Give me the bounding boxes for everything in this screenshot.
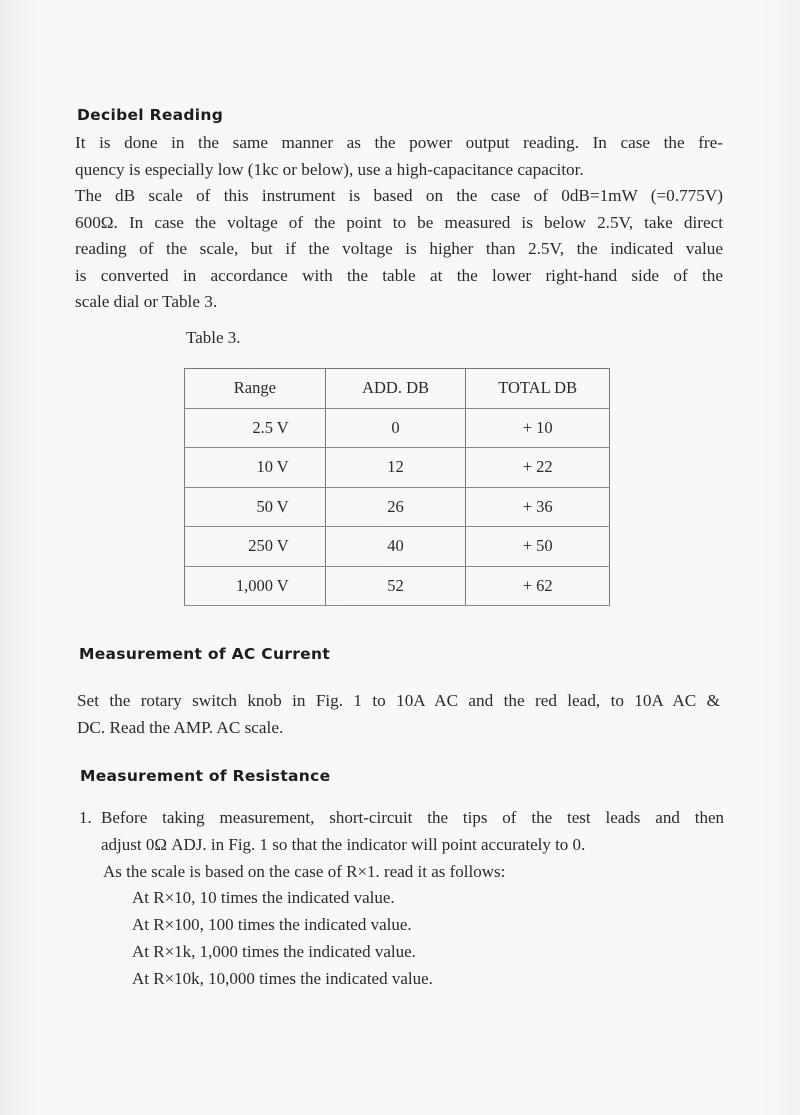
paragraph-line: scale dial or Table 3. [75,292,218,311]
cell-total-db: + 36 [466,487,610,527]
cell-range: 250 V [185,527,326,567]
table-row [185,408,610,448]
cell-total-db: + 22 [466,448,610,488]
cell-total-db: + 50 [466,527,610,567]
cell-range: 1,000 V [185,566,326,606]
list-item-line: As the scale is based on the case of R×1. read it as follows: [103,861,506,881]
cell-add-db: 0 [325,408,466,448]
list-item-line: Before taking measurement, short-circuit the tips of the test leads and then [101,808,724,827]
multiplier-line: At R×1k, 1,000 times the indicated value. [132,941,416,961]
header-total-db: TOTAL DB [466,369,610,409]
table-row [185,566,610,606]
cell-range: 2.5 V [185,408,326,448]
paragraph-line: is converted in accordance with the table at the lower right-hand side of the [75,265,723,285]
cell-total-db: + 10 [466,408,610,448]
ac-current-heading: Measurement of AC Current [79,645,331,663]
cell-add-db: 12 [325,448,466,488]
paragraph-line: It is done in the same manner as the power output reading. In case the fre- [75,133,723,152]
db-conversion-table [184,368,610,606]
paragraph-line: Set the rotary switch knob in Fig. 1 to 10A AC and the red lead, to 10A AC & [77,691,720,710]
decibel-reading-paragraph [75,130,723,316]
table-row [185,487,610,527]
multiplier-line: At R×10, 10 times the indicated value. [132,888,395,908]
paragraph-line: The dB scale of this instrument is based on the case of 0dB=1mW (=0.775V) [75,186,723,205]
table-row [185,527,610,567]
cell-add-db: 52 [325,566,466,606]
cell-total-db: + 62 [466,566,610,606]
paragraph-line: DC. Read the AMP. AC scale. [77,717,284,737]
table-row [185,448,610,488]
paragraph-line: quency is especially low (1kc or below), use a high-capacitance capacitor. [75,159,584,179]
multiplier-line: At R×100, 100 times the indicated value. [132,915,412,935]
header-add-db: ADD. DB [325,369,466,409]
table-caption: Table 3. [186,328,241,347]
multiplier-line: At R×10k, 10,000 times the indicated value. [132,968,433,988]
list-item-number: 1. [79,808,92,827]
decibel-reading-heading: Decibel Reading [77,106,224,124]
cell-range: 50 V [185,487,326,527]
cell-range: 10 V [185,448,326,488]
cell-add-db: 26 [325,487,466,527]
ac-current-paragraph [77,688,720,741]
table-header-row [185,369,610,409]
resistance-heading: Measurement of Resistance [80,767,331,785]
list-item-line: adjust 0Ω ADJ. in Fig. 1 so that the indicator will point accurately to 0. [101,834,586,854]
cell-add-db: 40 [325,527,466,567]
resistance-steps [79,805,724,993]
header-range: Range [185,369,326,409]
paragraph-line: 600Ω. In case the voltage of the point to be measured is below 2.5V, take direct [75,212,723,232]
paragraph-line: reading of the scale, but if the voltage is higher than 2.5V, the indicated value [75,239,723,258]
